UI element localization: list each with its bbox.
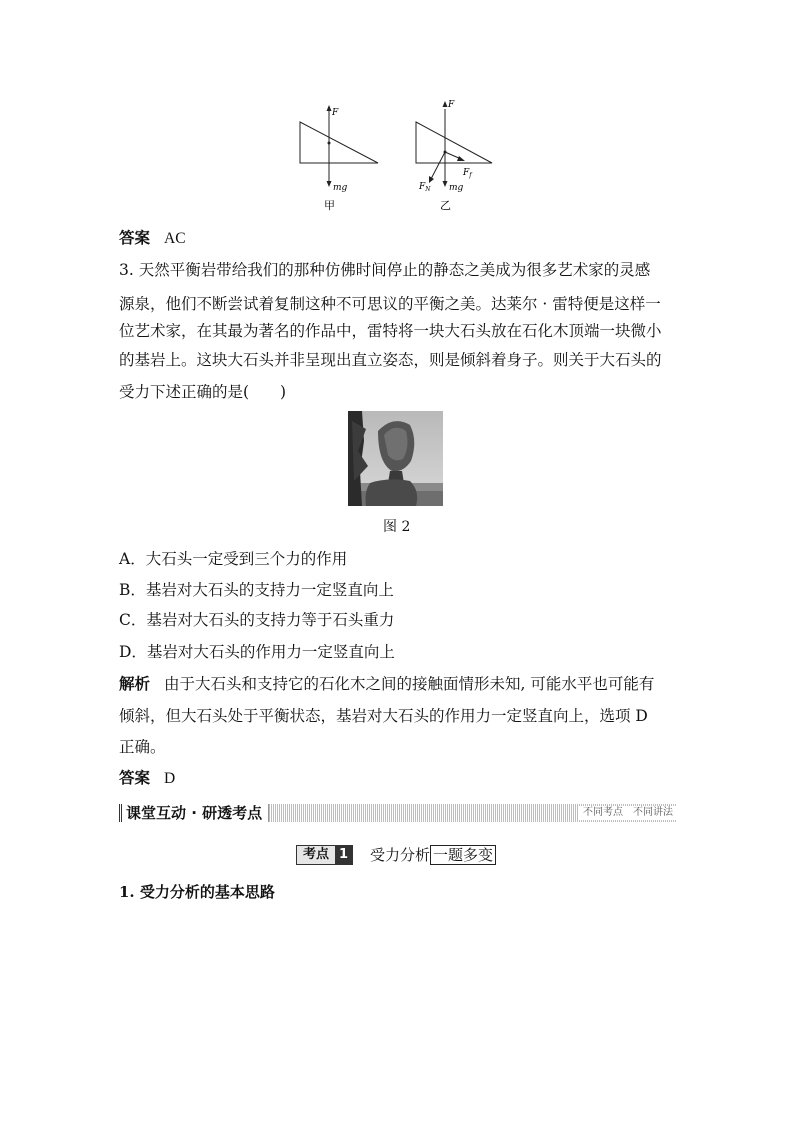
answer-value: D [164,770,176,787]
caption-yi: 乙 [440,199,451,212]
svg-text:Ff [462,168,473,179]
label-FN-sub: N [425,186,431,193]
answer-row-2 [119,768,175,789]
triangle-yi [416,122,492,163]
analysis-line: 正确。 [119,738,166,756]
question-line: 源泉，他们不断尝试着复制这种不可思议的平衡之美。达莱尔 · 雷特便是这样一 [119,295,661,313]
answer-label: 答案 [119,228,151,247]
label-F-yi: F [448,100,455,110]
answer-label: 答案 [119,768,151,787]
label-Ff-sub: f [469,172,472,179]
kaodian-tag [296,845,353,865]
subheading: 1. 受力分析的基本思路 [119,883,275,901]
caption-jia: 甲 [324,199,335,212]
question-line: 3. 天然平衡岩带给我们的那种仿佛时间停止的静态之美成为很多艺术家的灵感 [119,261,651,279]
topic-text: 受力分析 [370,846,431,864]
section-title: 课堂互动 · 研透考点 [119,804,269,822]
option-a: A．大石头一定受到三个力的作用 [119,550,348,568]
kaodian-number: 1 [335,846,352,864]
option-c: C．基岩对大石头的支持力等于石头重力 [119,611,395,629]
option-b: B．基岩对大石头的支持力一定竖直向上 [119,581,394,599]
svg-text:FN [418,182,431,193]
kaodian-label: 考点 [297,846,335,864]
analysis-line: 倾斜，但大石头处于平衡状态，基岩对大石头的作用力一定竖直向上，选项 D [119,707,648,725]
label-FN: F [419,182,426,192]
label-Ff: F [463,168,470,178]
option-d: D．基岩对大石头的作用力一定竖直向上 [119,643,395,661]
question-line: 的基岩上。这块大石头并非呈现出直立姿态，则是倾斜着身子。则关于大石头的 [119,351,662,369]
balancing-rock-photo [348,411,443,506]
answer-row-1 [119,228,186,249]
question-line: 位艺术家，在其最为著名的作品中，雷特将一块大石头放在石化木顶端一块微小 [119,322,662,340]
analysis-label: 解析 [119,674,151,693]
section-subtitle: 不同考点 不同讲法 [579,806,677,820]
section-bar [119,804,677,822]
analysis-line: 由于大石头和支持它的石化木之间的接触面情形未知, 可能水平也可能有 [164,675,655,693]
question-line: 受力下述正确的是( ) [119,383,287,401]
figure-caption: 图 2 [383,519,411,535]
kaodian-topic [370,846,496,864]
answer-value: AC [164,230,186,247]
label-mg-yi: mg [449,183,464,193]
topic-boxed: 一题多变 [430,845,496,865]
analysis-row [119,674,654,694]
label-F-jia: F [332,108,339,118]
triangle-jia [300,122,378,163]
force-diagram [290,95,505,220]
label-mg-jia: mg [333,183,348,193]
